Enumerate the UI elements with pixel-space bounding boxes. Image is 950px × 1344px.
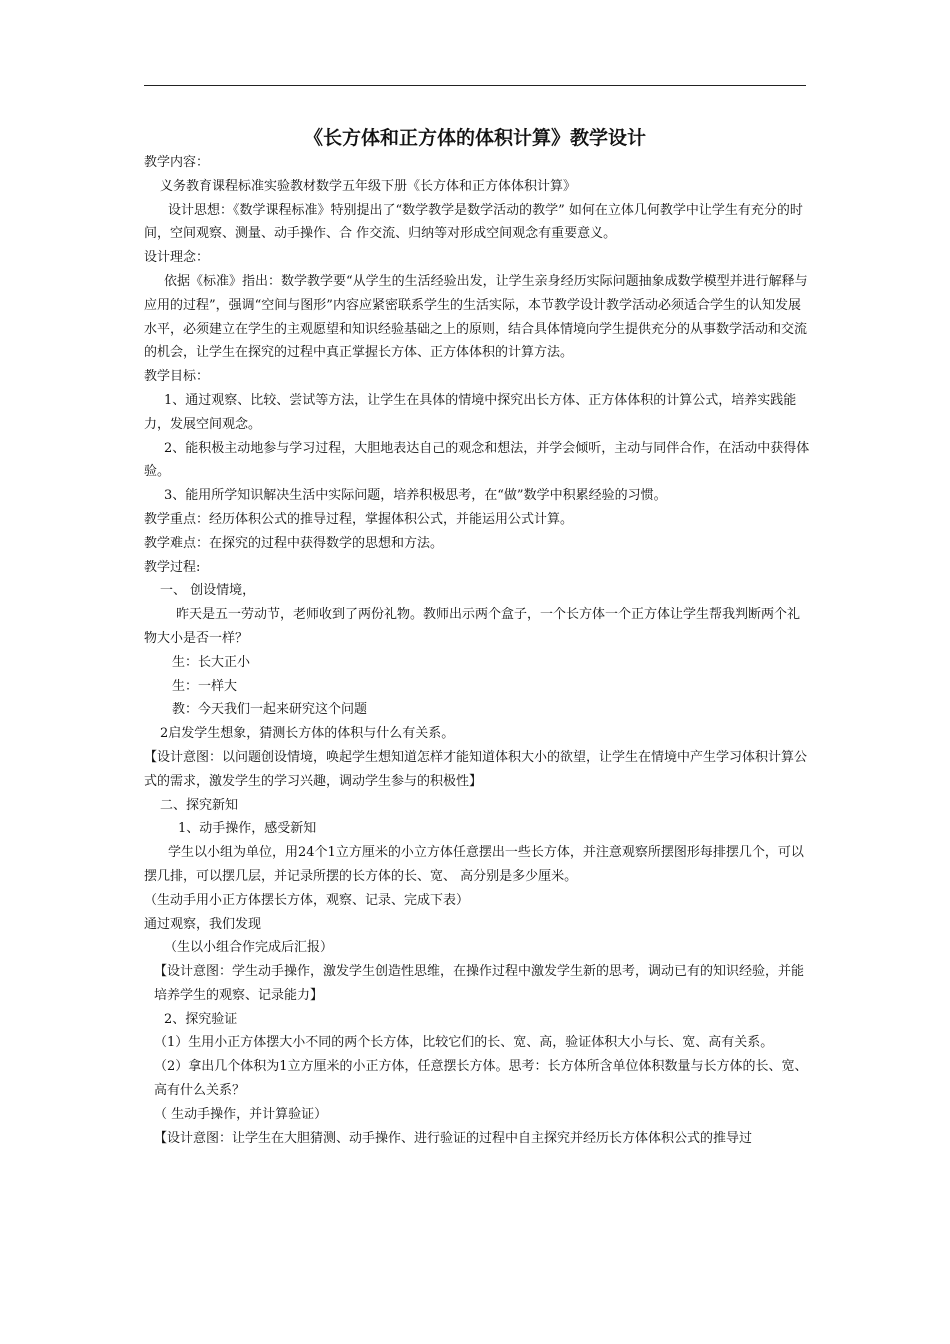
paragraph: 教学内容： <box>144 155 210 170</box>
paragraph: 2、能积极主动地参与学习过程，大胆地表达自己的观念和想法，并学会倾听，主动与同伴合作，在活动中获得体验。 <box>144 440 810 480</box>
paragraph: 教学过程: <box>144 559 201 575</box>
paragraph: 二、探究新知 <box>160 797 239 813</box>
paragraph: 教学目标： <box>144 369 210 385</box>
paragraph: 昨天是五一劳动节，老师收到了两份礼物。教师出示两个盒子，一个长方体一个正方体让学生帮我判断两个礼物大小是否一样？ <box>144 607 801 646</box>
paragraph: 【设计意图：以问题创设情境，唤起学生想知道怎样才能知道体积大小的欲望，让学生在情境中产生学习体积计算公式的需求，激发学生的学习兴趣，调动学生参与的积极性】 <box>144 749 808 789</box>
paragraph: 义务教育课程标准实验教材数学五年级下册《长方体和正方体体积计算》 <box>160 178 577 194</box>
paragraph: 2、探究验证 <box>164 1011 238 1027</box>
paragraph: 教学难点：在探究的过程中获得数学的思想和方法。 <box>144 535 444 551</box>
paragraph: 设计思想：《数学课程标准》特别提出了“数学教学是数学活动的教学” 如何在立体几何教学中让学生有充分的时间，空间观察、测量、动手操作、合 作交流、归纳等对形成空间观念有重要意义。 <box>144 202 803 242</box>
paragraph: 【设计意图：让学生在大胆猜测、动手操作、进行验证的过程中自主探究并经历长方体体积公式的推导过 <box>154 1130 753 1146</box>
paragraph: 设计理念： <box>144 250 210 266</box>
paragraph: 生：一样大 <box>172 678 238 694</box>
paragraph: （1）生用小正方体摆大小不同的两个长方体，比较它们的长、宽、高，验证体积大小与长、宽、高有关系。 <box>154 1035 774 1051</box>
paragraph: 生：长大正小 <box>172 654 251 670</box>
paragraph: 1、通过观察、比较、尝试等方法，让学生在具体的情境中探究出长方体、正方体体积的计算公式，培养实践能力，发展空间观念。 <box>144 392 797 432</box>
paragraph: 依据《标准》指出：数学教学要“从学生的生活经验出发，让学生亲身经历实际问题抽象成数学模型并进行解释与应用的过程”，强调“空间与图形”内容应紧密联系学生的生活实际，本节教学设计教学活动必须适合学生的认知发展水平，必须建立在学生的主观愿望和知识经验基础之上的原则，结合具体情境向学生提供充分的从事数学活动和交流的机会，让学生在探究的过程中真正掌握长方体、正方体体积的计算方法。 <box>144 273 808 361</box>
paragraph: 教学重点：经历体积公式的推导过程，掌握体积公式，并能运用公式计算。 <box>144 511 574 527</box>
paragraph: 3、能用所学知识解决生活中实际问题，培养积极思考，在“做”数学中积累经验的习惯。 <box>164 488 667 504</box>
paragraph: （2）拿出几个体积为1立方厘米的小正方体，任意摆长方体。思考：长方体所含单位体积数量与长方体的长、宽、高有什么关系？ <box>154 1059 808 1099</box>
document-title: 《长方体和正方体的体积计算》教学设计 <box>303 127 646 149</box>
paragraph: （ 生动手操作，并计算验证） <box>154 1106 328 1122</box>
paragraph: 2启发学生想象，猜测长方体的体积与什么有关系。 <box>160 726 455 742</box>
paragraph: 教：今天我们一起来研究这个问题 <box>172 702 368 718</box>
paragraph: （生以小组合作完成后汇报） <box>164 940 334 956</box>
header-rule <box>144 85 806 86</box>
paragraph: （生动手用小正方体摆长方体，观察、记录、完成下表） <box>144 892 470 908</box>
paragraph: 一、 创设情境， <box>160 583 256 599</box>
document-body <box>144 151 812 1150</box>
paragraph: 通过观察，我们发现 <box>144 916 262 932</box>
paragraph: 1、动手操作，感受新知 <box>178 821 317 837</box>
paragraph: 【设计意图：学生动手操作，激发学生创造性思维，在操作过程中激发学生新的思考，调动已有的知识经验，并能培养学生的观察、记录能力】 <box>154 964 805 1003</box>
paragraph: 学生以小组为单位，用24个1立方厘米的小立方体任意摆出一些长方体，并注意观察所摆图形每排摆几个，可以摆几排，可以摆几层，并记录所摆的长方体的长、宽、 高分别是多少厘米。 <box>144 845 804 884</box>
